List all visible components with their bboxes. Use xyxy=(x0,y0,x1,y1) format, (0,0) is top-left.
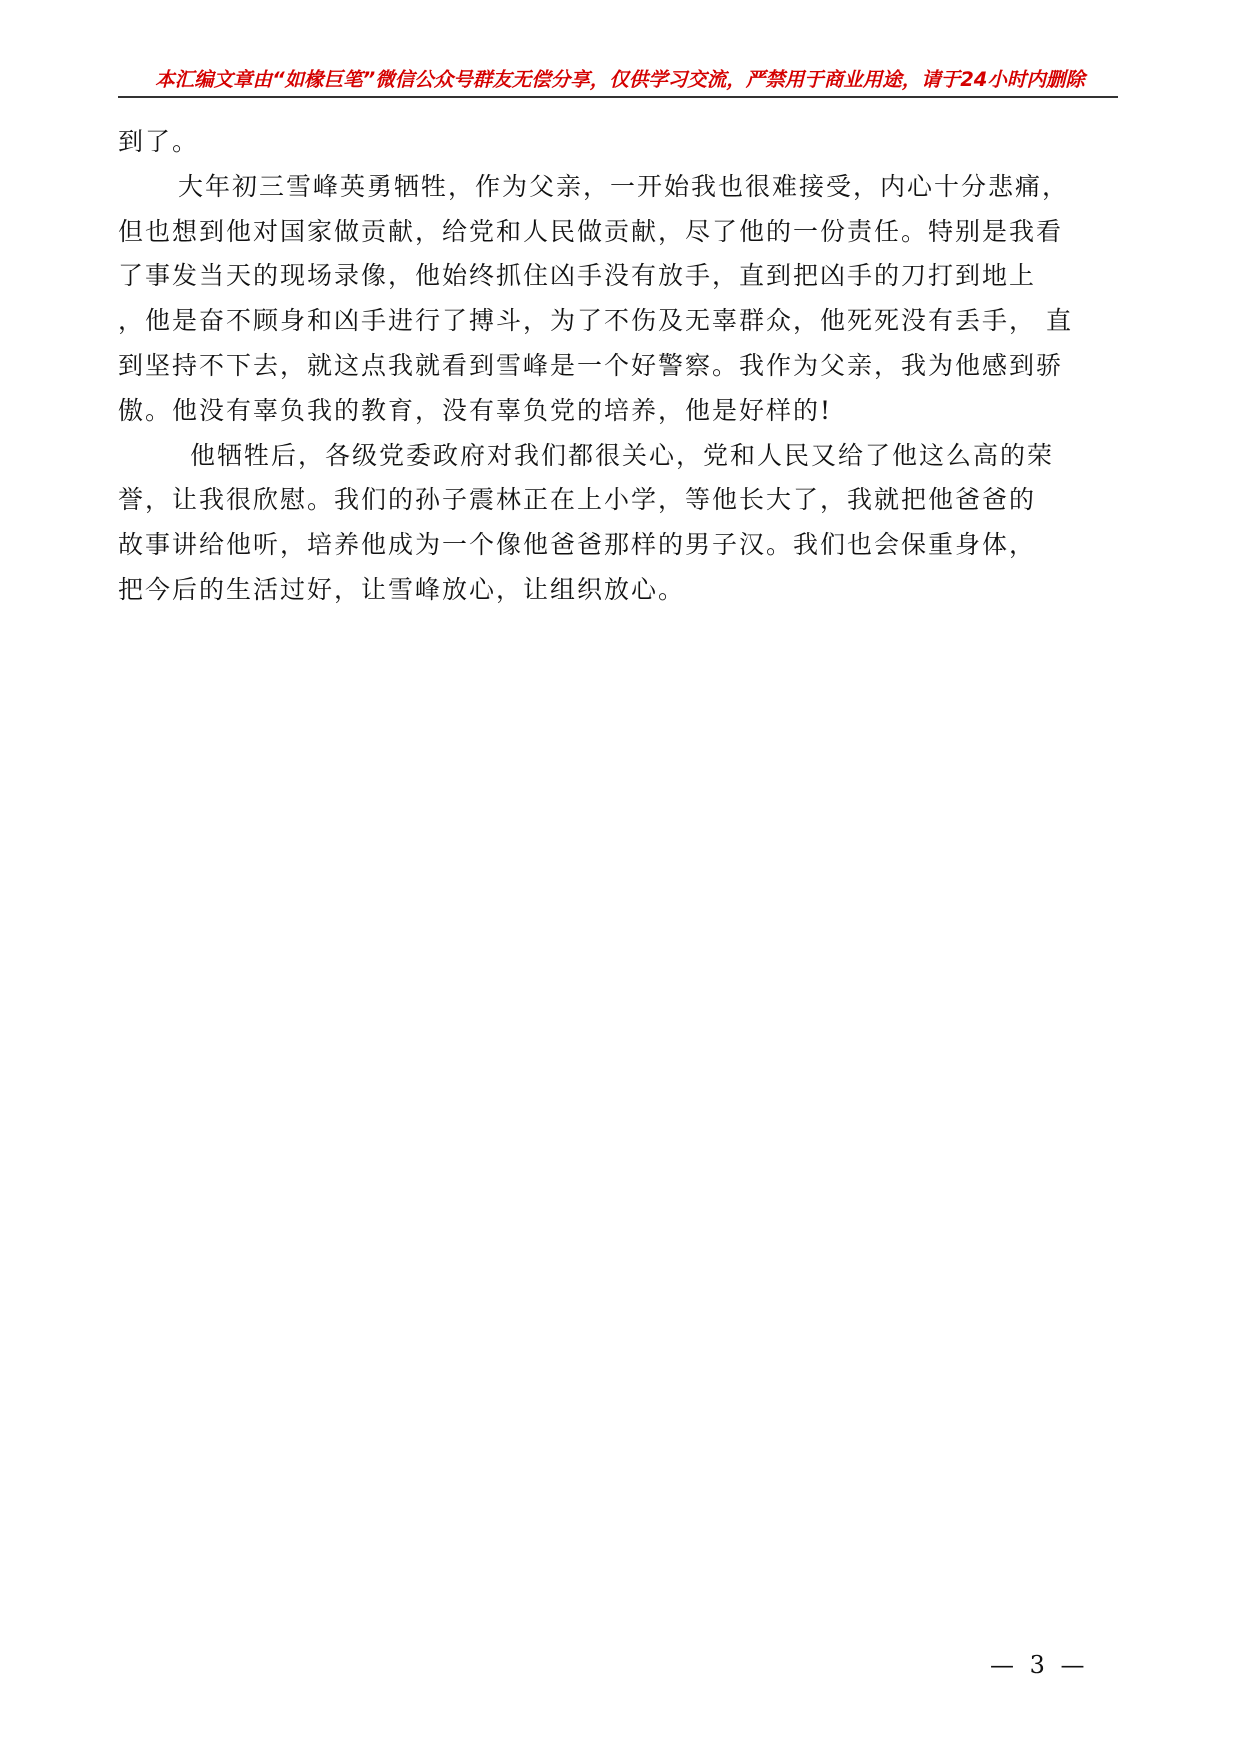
body-line-3: 但也想到他对国家做贡献，给党和人民做贡献，尽了他的一份责任。特别是我看 xyxy=(118,216,1064,246)
page-number: — 3 — xyxy=(990,1651,1089,1679)
body-line-5: ，他是奋不顾身和凶手进行了搏斗，为了不伤及无辜群众，他死死没有丢手， 直 xyxy=(118,306,1073,336)
body-line-2: 大年初三雪峰英勇牺牲，作为父亲，一开始我也很难接受，内心十分悲痛， xyxy=(178,171,1070,201)
document-body xyxy=(118,120,1128,613)
body-line-9: 誉，让我很欣慰。我们的孙子震林正在上小学，等他长大了，我就把他爸爸的 xyxy=(118,485,1037,515)
body-line-1: 到了。 xyxy=(118,127,200,156)
body-line-8: 他牺牲后，各级党委政府对我们都很关心，党和人民又给了他这么高的荣 xyxy=(190,440,1055,470)
body-line-6: 到坚持不下去，就这点我就看到雪峰是一个好警察。我作为父亲，我为他感到骄 xyxy=(118,350,1064,380)
header-banner: 本汇编文章由“如椽巨笔”微信公众号群友无偿分享，仅供学习交流，严禁用于商业用途，请于24小时内删除 xyxy=(155,68,1085,91)
body-line-7: 傲。他没有辜负我的教育，没有辜负党的培养，他是好样的! xyxy=(118,395,833,425)
body-line-11: 把今后的生活过好，让雪峰放心，让组织放心。 xyxy=(118,574,686,604)
body-line-4: 了事发当天的现场录像，他始终抓住凶手没有放手，直到把凶手的刀打到地上 xyxy=(118,261,1037,291)
body-line-10: 故事讲给他听，培养他成为一个像他爸爸那样的男子汉。我们也会保重身体， xyxy=(118,530,1037,560)
header-divider xyxy=(118,96,1118,98)
